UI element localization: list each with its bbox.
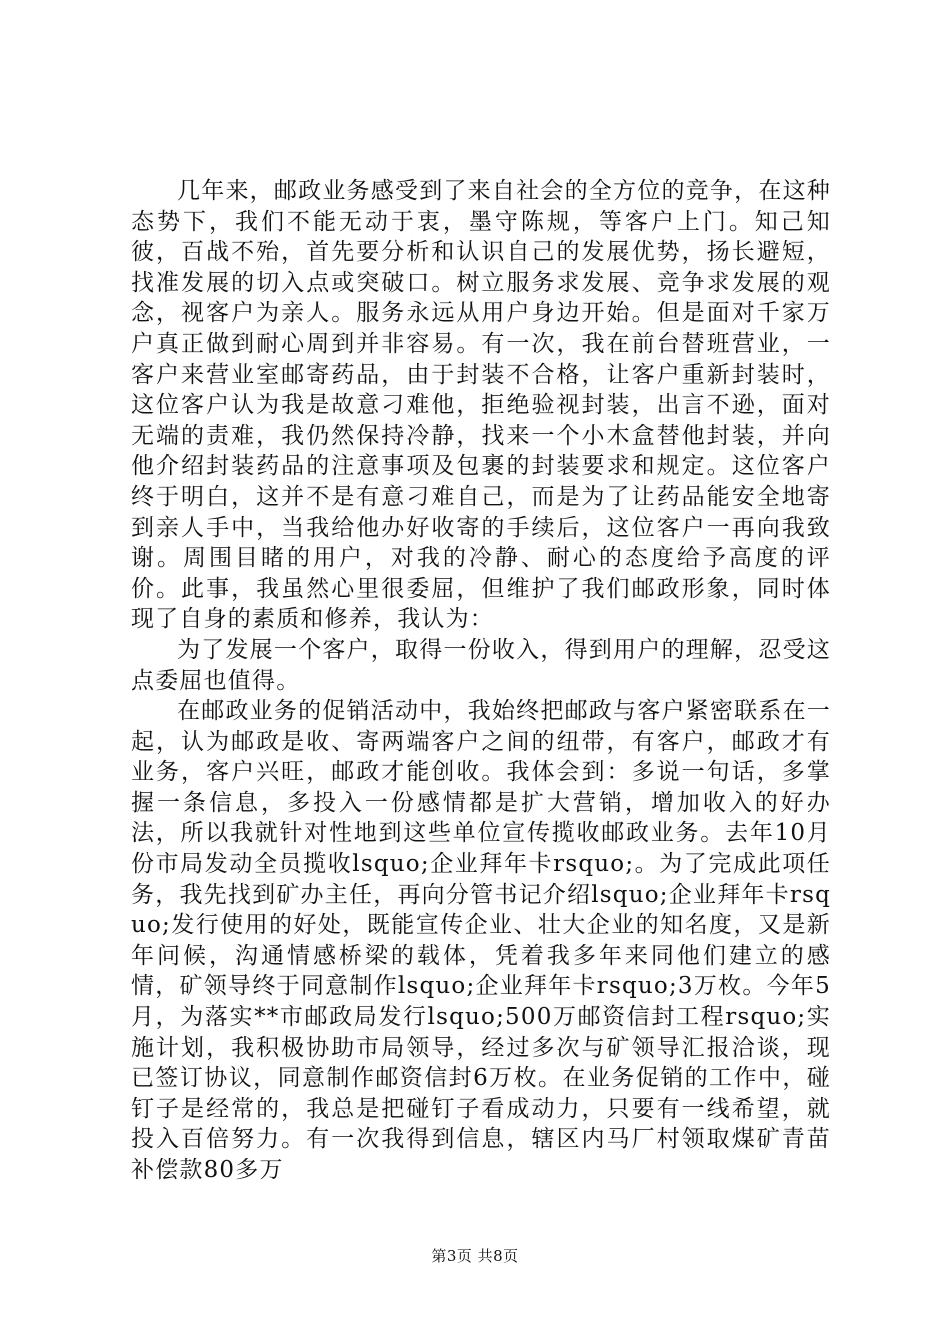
paragraph-grievance: 为了发展一个客户，取得一份收入，得到用户的理解，忍受这点委屈也值得。 (131, 636, 831, 694)
paragraph-competition: 几年来，邮政业务感受到了来自社会的全方位的竞争，在这种态势下，我们不能无动于衷，墨守陈规，等客户上门。知己知彼，百战不殆，首先要分析和认识自己的发展优势，扬长避短，找准发展的切入点或突破口。树立服务求发展、竞争求发展的观念，视客户为亲人。服务永远从用户身边开始。但是面对千家万户真正做到耐心周到并非容易。有一次，我在前台替班营业，一客户来营业室邮寄药品，由于封装不合格，让客户重新封装时，这位客户认为我是故意刁难他，拒绝验视封装，出言不逊，面对无端的责难，我仍然保持冷静，找来一个小木盒替他封装，并向他介绍封装药品的注意事项及包裹的封装要求和规定。这位客户终于明白，这并不是有意刁难自己，而是为了让药品能安全地寄到亲人手中，当我给他办好收寄的手续后，这位客户一再向我致谢。周围目睹的用户，对我的冷静、耐心的态度给予高度的评价。此事，我虽然心里很委屈，但维护了我们邮政形象，同时体现了自身的素质和修养，我认为： (131, 178, 831, 633)
paragraph-promotion: 在邮政业务的促销活动中，我始终把邮政与客户紧密联系在一起，认为邮政是收、寄两端客户之间的纽带，有客户，邮政才有业务，客户兴旺，邮政才能创收。我体会到：多说一句话，多掌握一条信息，多投入一份感情都是扩大营销，增加收入的好办法，所以我就针对性地到这些单位宣传揽收邮政业务。去年10月份市局发动全员揽收lsquo;企业拜年卡rsquo;。为了完成此项任务，我先找到矿办主任，再向分管书记介绍lsquo;企业拜年卡rsquo;发行使用的好处，既能宣传企业、壮大企业的知名度，又是新年问候，沟通情感桥梁的载体，凭着我多年来同他们建立的感情，矿领导终于同意制作lsquo;企业拜年卡rsquo;3万枚。今年5月，为落实**市邮政局发行lsquo;500万邮资信封工程rsquo;实施计划，我积极协助市局领导，经过多次与矿领导汇报洽谈，现已签订协议，同意制作邮资信封6万枚。在业务促销的工作中，碰钉子是经常的，我总是把碰钉子看成动力，只要有一线希望，就投入百倍努力。有一次我得到信息，辖区内马厂村领取煤矿青苗补偿款80多万 (131, 698, 831, 1183)
document-body (131, 176, 831, 1186)
page-number-footer: 第3页 共8页 (431, 1247, 519, 1265)
